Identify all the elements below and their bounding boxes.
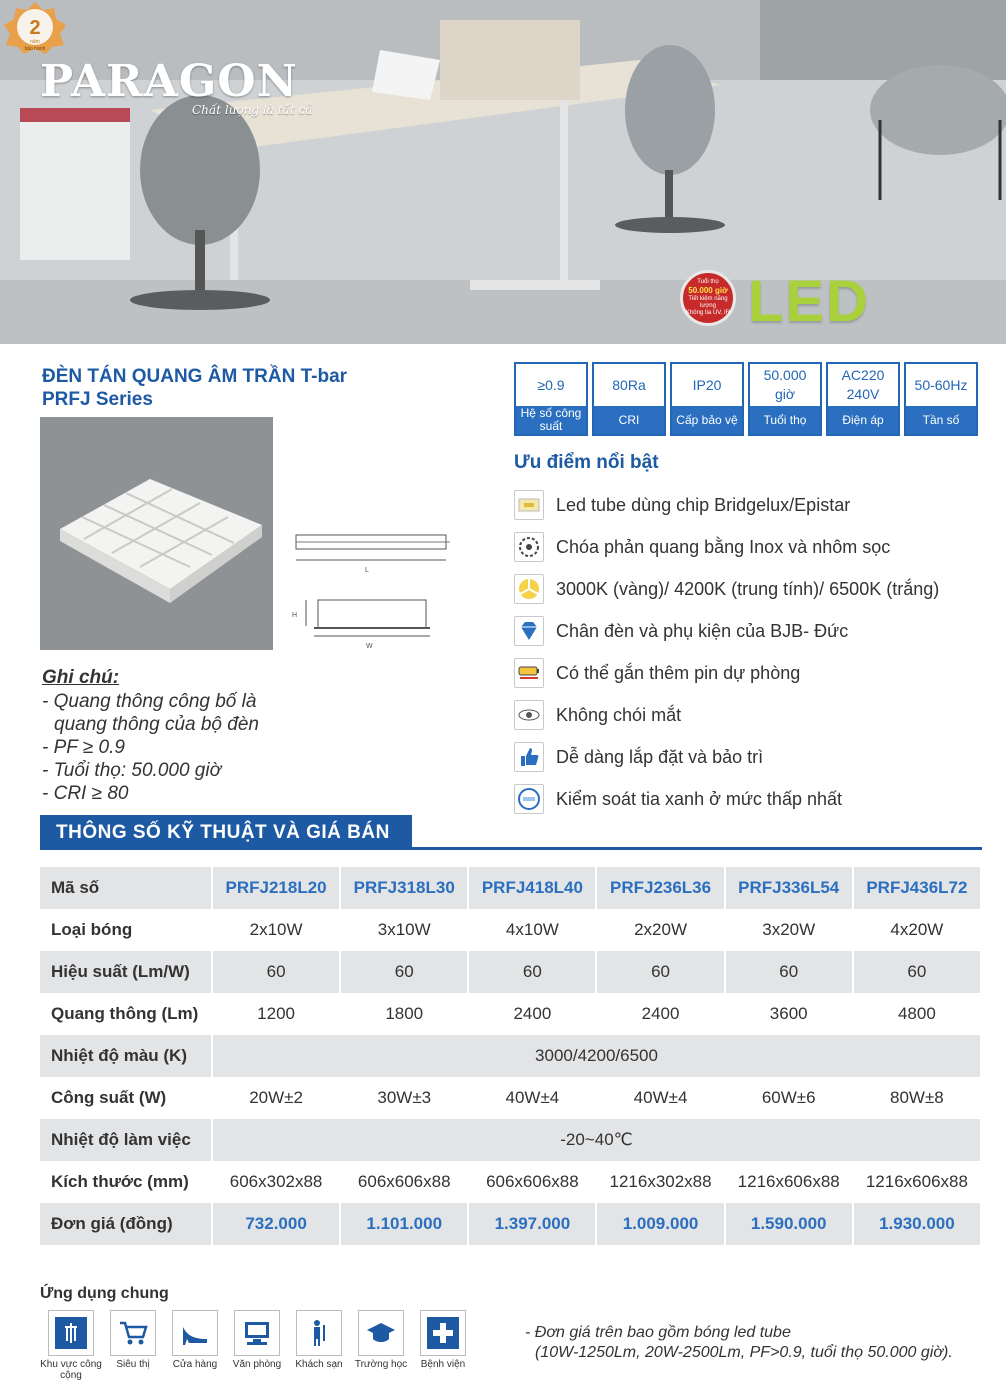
- table-row-label: Quang thông (Lm): [40, 993, 212, 1035]
- table-row: [40, 867, 981, 909]
- svg-text:2: 2: [29, 17, 41, 39]
- table-cell: 1216x302x88: [596, 1161, 724, 1203]
- reflector-icon: [514, 532, 544, 562]
- table-cell: 2x20W: [596, 909, 724, 951]
- table-row-label: Hiệu suất (Lm/W): [40, 951, 212, 993]
- price-cell: 1.009.000: [596, 1203, 724, 1245]
- thumbs-up-icon: [514, 742, 544, 772]
- spec-voltage: AC220 240V Điện áp: [826, 362, 900, 436]
- table-row: [40, 1035, 981, 1077]
- spec-boxes: [514, 362, 978, 436]
- high-heel-icon: [172, 1310, 218, 1356]
- note-line: - Tuổi thọ: 50.000 giờ: [42, 760, 222, 781]
- price-cell: 732.000: [212, 1203, 340, 1245]
- svg-text:W: W: [366, 643, 373, 650]
- application-item: Cửa hàng: [164, 1310, 226, 1381]
- diamond-icon: [514, 616, 544, 646]
- table-cell: 1800: [340, 993, 468, 1035]
- price-cell: 1.101.000: [340, 1203, 468, 1245]
- price-cell: 1.930.000: [853, 1203, 981, 1245]
- table-cell: 606x302x88: [212, 1161, 340, 1203]
- table-row-label: Nhiệt độ màu (K): [40, 1035, 212, 1077]
- table-row-label: Kích thước (mm): [40, 1161, 212, 1203]
- note-line: - Quang thông công bố là: [42, 691, 257, 712]
- table-cell: 4x10W: [468, 909, 596, 951]
- price-cell: 1.397.000: [468, 1203, 596, 1245]
- application-item: Siêu thị: [102, 1310, 164, 1381]
- model-code: PRFJ418L40: [468, 867, 596, 909]
- table-cell: 60: [468, 951, 596, 993]
- table-row: [40, 1161, 981, 1203]
- spec-cri: 80Ra CRI: [592, 362, 666, 436]
- svg-text:H: H: [292, 612, 298, 619]
- table-cell: 1200: [212, 993, 340, 1035]
- advantage-item: Dễ dàng lắp đặt và bảo trì: [514, 736, 939, 778]
- table-cell: 60: [596, 951, 724, 993]
- eye-icon: [514, 700, 544, 730]
- dimension-drawing: [290, 520, 460, 650]
- table-cell: 3x20W: [725, 909, 853, 951]
- table-cell: 60: [725, 951, 853, 993]
- table-row-label: Loại bóng: [40, 909, 212, 951]
- model-code: PRFJ318L30: [340, 867, 468, 909]
- chip-icon: [514, 490, 544, 520]
- model-code: PRFJ218L20: [212, 867, 340, 909]
- hotel-icon: [296, 1310, 342, 1356]
- table-cell-merged: 3000/4200/6500: [212, 1035, 981, 1077]
- table-cell: 2400: [596, 993, 724, 1035]
- table-row: [40, 993, 981, 1035]
- note-line: - PF ≥ 0.9: [42, 737, 125, 758]
- application-item: Trường học: [350, 1310, 412, 1381]
- spec-price-table: [40, 867, 982, 1245]
- applications-title: Ứng dụng chung: [40, 1285, 169, 1302]
- table-cell: 60: [853, 951, 981, 993]
- table-cell: 4800: [853, 993, 981, 1035]
- warranty-badge-icon: [0, 0, 70, 54]
- advantage-item: Chân đèn và phụ kiện của BJB- Đức: [514, 610, 939, 652]
- public-area-icon: [48, 1310, 94, 1356]
- model-code: PRFJ336L54: [725, 867, 853, 909]
- graduation-cap-icon: [358, 1310, 404, 1356]
- table-cell: 3x10W: [340, 909, 468, 951]
- lifetime-seal: Tuổi thọ 50.000 giờ Tiết kiệm năng lượng Không tia UV, IR: [680, 270, 736, 326]
- svg-text:bảo hành: bảo hành: [24, 46, 46, 52]
- application-item: Khách sạn: [288, 1310, 350, 1381]
- spec-lifetime: 50.000 giờ Tuổi thọ: [748, 362, 822, 436]
- table-cell: 606x606x88: [340, 1161, 468, 1203]
- table-row: [40, 1119, 981, 1161]
- notes-list: [42, 690, 259, 805]
- table-cell: 20W±2: [212, 1077, 340, 1119]
- model-code: PRFJ236L36: [596, 867, 724, 909]
- advantage-item: 3000K (vàng)/ 4200K (trung tính)/ 6500K (trắng): [514, 568, 939, 610]
- table-row: [40, 909, 981, 951]
- spec-ip-rating: IP20 Cấp bảo vệ: [670, 362, 744, 436]
- advantage-item: Không chói mắt: [514, 694, 939, 736]
- svg-text:năm: năm: [30, 39, 40, 45]
- table-cell: 1216x606x88: [725, 1161, 853, 1203]
- advantages-title: Ưu điểm nổi bật: [514, 452, 659, 473]
- table-cell: 60: [212, 951, 340, 993]
- table-cell: 606x606x88: [468, 1161, 596, 1203]
- table-cell: 40W±4: [596, 1077, 724, 1119]
- brand-logo: PARAGON: [40, 56, 298, 107]
- table-cell: 2x10W: [212, 909, 340, 951]
- product-series: PRFJ Series: [42, 389, 153, 410]
- table-cell: 80W±8: [853, 1077, 981, 1119]
- advantage-item: Có thể gắn thêm pin dự phòng: [514, 652, 939, 694]
- product-photo: [40, 417, 273, 650]
- price-cell: 1.590.000: [725, 1203, 853, 1245]
- table-cell: 30W±3: [340, 1077, 468, 1119]
- table-cell: 3600: [725, 993, 853, 1035]
- color-temperature-icon: [514, 574, 544, 604]
- table-cell-merged: -20~40℃: [212, 1119, 981, 1161]
- shopping-cart-icon: [110, 1310, 156, 1356]
- section-header: THÔNG SỐ KỸ THUẬT VÀ GIÁ BÁN: [40, 815, 412, 850]
- application-item: Bệnh viện: [412, 1310, 474, 1381]
- application-item: Khu vực công cộng: [40, 1310, 102, 1381]
- spec-frequency: 50-60Hz Tần số: [904, 362, 978, 436]
- application-item: Văn phòng: [226, 1310, 288, 1381]
- hospital-cross-icon: [420, 1310, 466, 1356]
- note-line: quang thông của bộ đèn: [54, 714, 259, 735]
- brand-tagline: Chất lượng là tất cả: [192, 103, 313, 117]
- table-cell: 4x20W: [853, 909, 981, 951]
- product-title: ĐÈN TÁN QUANG ÂM TRẦN T-bar: [42, 366, 348, 387]
- advantages-list: [514, 484, 939, 820]
- table-row-label: Đơn giá (đồng): [40, 1203, 212, 1245]
- table-cell: 40W±4: [468, 1077, 596, 1119]
- table-row-label: Công suất (W): [40, 1077, 212, 1119]
- spec-power-factor: ≥0.9 Hệ số công suất: [514, 362, 588, 436]
- table-row: [40, 1077, 981, 1119]
- table-cell: 1216x606x88: [853, 1161, 981, 1203]
- advantage-item: Chóa phản quang bằng Inox và nhôm sọc: [514, 526, 939, 568]
- advantage-item: Kiểm soát tia xanh ở mức thấp nhất: [514, 778, 939, 820]
- advantage-item: Led tube dùng chip Bridgelux/Epistar: [514, 484, 939, 526]
- footnote-line: - Đơn giá trên bao gồm bóng led tube: [525, 1324, 791, 1341]
- footnote-line: (10W-1250Lm, 20W-2500Lm, PF>0.9, tuổi thọ 50.000 giờ).: [535, 1344, 953, 1361]
- section-divider: [40, 847, 982, 850]
- table-row: [40, 951, 981, 993]
- table-row-label: Nhiệt độ làm việc: [40, 1119, 212, 1161]
- table-cell: 60: [340, 951, 468, 993]
- computer-icon: [234, 1310, 280, 1356]
- model-code: PRFJ436L72: [853, 867, 981, 909]
- svg-text:L: L: [365, 567, 369, 574]
- table-row-label: Mã số: [40, 867, 212, 909]
- price-footnote: [525, 1323, 953, 1363]
- blue-light-icon: [514, 784, 544, 814]
- table-cell: 2400: [468, 993, 596, 1035]
- table-row: [40, 1203, 981, 1245]
- battery-icon: [514, 658, 544, 688]
- note-line: - CRI ≥ 80: [42, 783, 129, 804]
- applications-list: [40, 1310, 474, 1381]
- led-logo: LED: [748, 269, 870, 334]
- notes-title: Ghi chú:: [42, 667, 120, 688]
- hero-banner: [0, 0, 1006, 344]
- table-cell: 60W±6: [725, 1077, 853, 1119]
